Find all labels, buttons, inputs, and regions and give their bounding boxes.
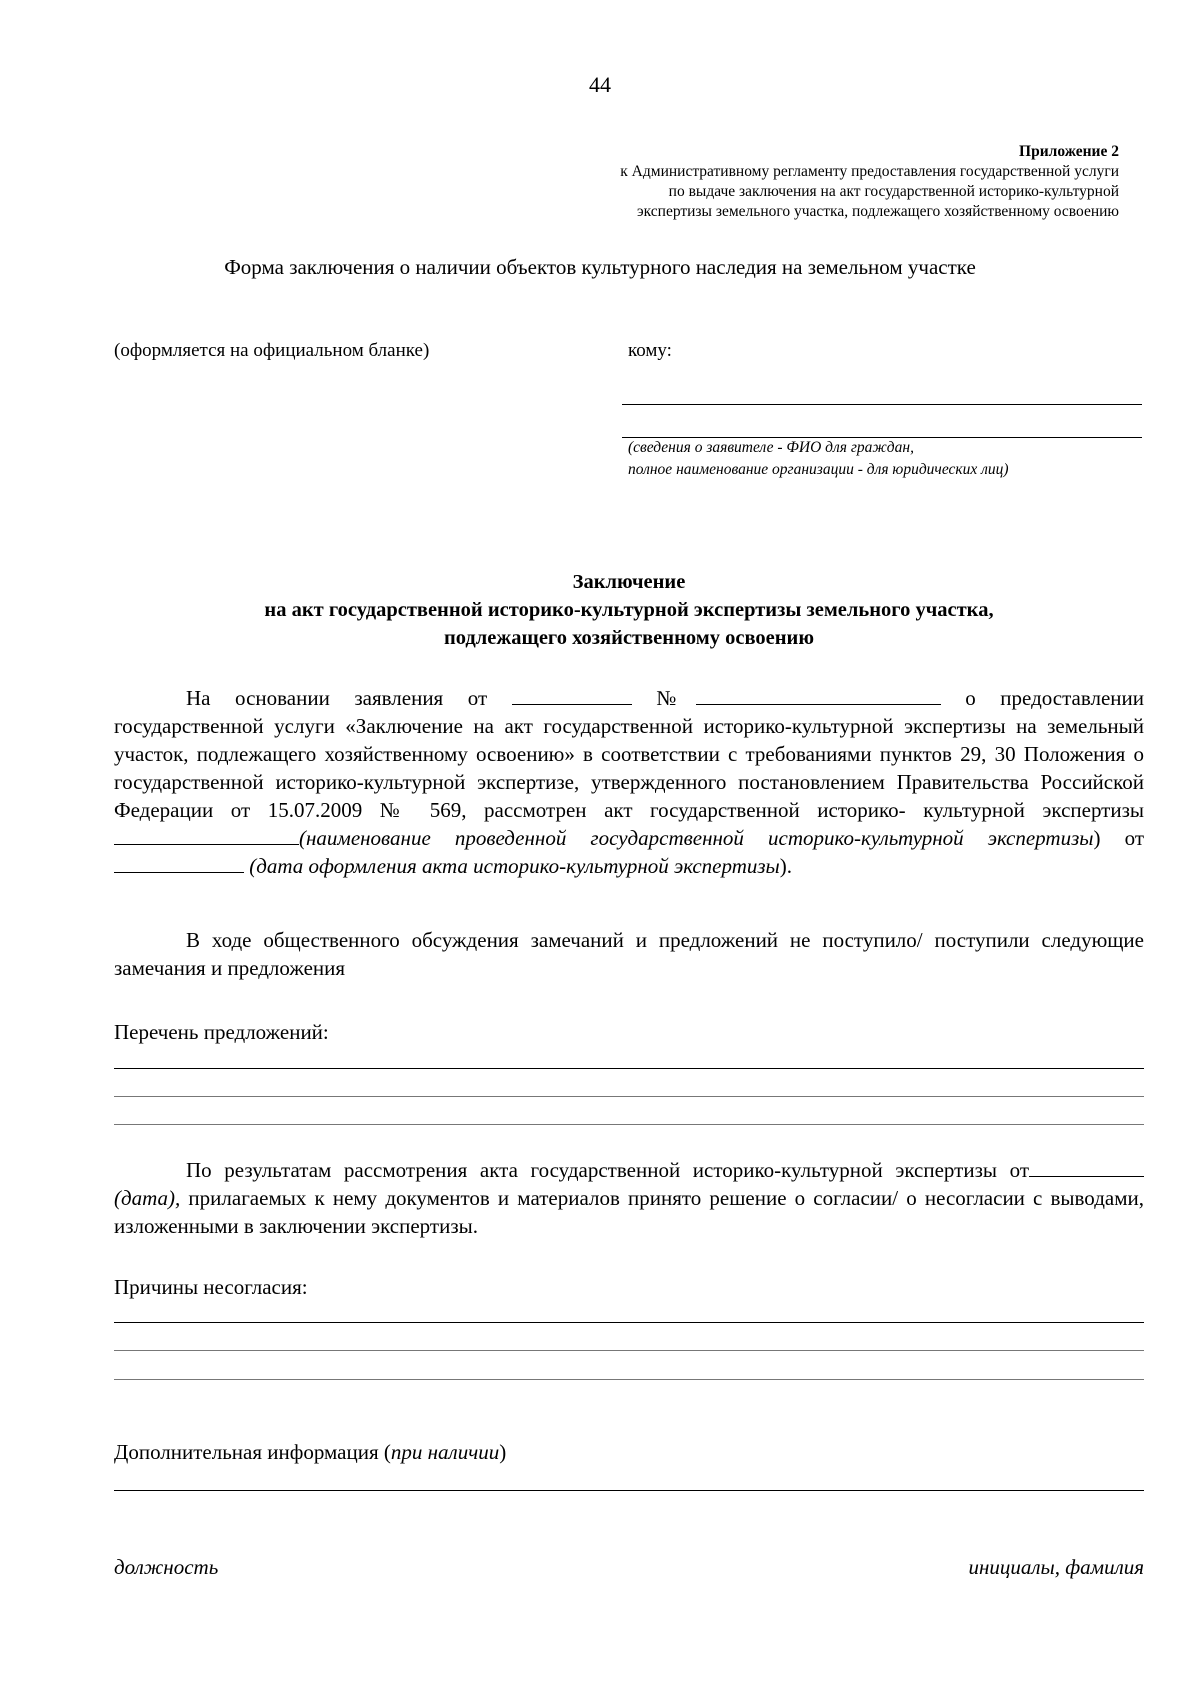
- expertise-name-field[interactable]: [114, 826, 299, 845]
- application-number-field[interactable]: [696, 686, 941, 705]
- appendix-line: к Административному регламенту предоставления государственной услуги: [620, 163, 1119, 180]
- reasons-label: Причины несогласия:: [114, 1275, 308, 1299]
- form-title: Форма заключения о наличии объектов культурного наследия на земельном участке: [224, 255, 976, 279]
- para-text: В ходе общественного обсуждения замечаний и предложений не поступило/ поступили следующие замечания и предложения: [114, 928, 1144, 980]
- para-text: На основании заявления от: [186, 686, 488, 710]
- results-date-field[interactable]: [1029, 1158, 1144, 1177]
- blank-note: (оформляется на официальном бланке): [114, 340, 430, 361]
- appendix-line: по выдаче заключения на акт государственной историко-культурной: [668, 183, 1119, 200]
- para-text: По результатам рассмотрения акта государственной историко-культурной экспертизы от: [186, 1158, 1029, 1182]
- para-italic: (дата),: [114, 1186, 181, 1210]
- applicant-note: [628, 437, 1009, 481]
- proposals-label: Перечень предложений:: [114, 1020, 329, 1044]
- page-number: 44: [589, 72, 611, 97]
- applicant-note-line: (сведения о заявителе - ФИО для граждан,: [628, 439, 914, 456]
- document-heading: [114, 568, 1144, 652]
- application-date-field[interactable]: [512, 686, 632, 705]
- appendix-title: Приложение 2: [1019, 143, 1119, 160]
- additional-italic: при наличии: [390, 1440, 500, 1464]
- reasons-line[interactable]: [114, 1379, 1144, 1380]
- additional-text: Дополнительная информация (: [114, 1440, 391, 1464]
- applicant-note-line: полное наименование организации - для юридических лиц): [628, 461, 1009, 478]
- signature-position: должность: [114, 1555, 219, 1579]
- para-text: №: [656, 686, 696, 710]
- to-label: кому:: [628, 340, 672, 361]
- proposals-line[interactable]: [114, 1068, 1144, 1069]
- act-date-field[interactable]: [114, 854, 244, 873]
- para-text: прилагаемых к нему документов и материалов принято решение о согласии/ о несогласии с выводами, изложенными в заключении экспертизы.: [114, 1186, 1144, 1238]
- paragraph-discussion: [114, 926, 1144, 982]
- heading-line: на акт государственной историко-культурной экспертизы земельного участка,: [264, 599, 994, 621]
- para-text: о предоставлении государственной услуги «Заключение на акт государственной историко-культурной экспертизы на земельный участок, подлежащего хозяйственному освоению» в соответствии с требованиями пунктов 29, 30 Положения о государственной историко-культурной экспертизе, утвержденного постановлением Правительства Российской Федерации от 15.07.2009 № 569, рассмотрен акт государственной историко- культурной экспертизы: [114, 686, 1145, 822]
- reasons-line[interactable]: [114, 1322, 1144, 1323]
- applicant-line[interactable]: [622, 404, 1142, 405]
- heading-line: Заключение: [572, 571, 686, 593]
- paragraph-results: [114, 1156, 1144, 1240]
- additional-info-line[interactable]: [114, 1490, 1144, 1491]
- additional-text: ): [499, 1440, 507, 1464]
- additional-info-label: [114, 1440, 506, 1465]
- para-italic: (наименование проведенной государственной историко-культурной экспертизы: [299, 826, 1094, 850]
- paragraph-basis: [114, 684, 1144, 880]
- proposals-line[interactable]: [114, 1096, 1144, 1097]
- heading-line: подлежащего хозяйственному освоению: [443, 627, 815, 649]
- para-text: ) от: [1093, 826, 1144, 850]
- para-italic: (дата оформления акта историко-культурной экспертизы: [249, 854, 780, 878]
- appendix-block: [479, 142, 1119, 222]
- reasons-line[interactable]: [114, 1350, 1144, 1351]
- appendix-line: экспертизы земельного участка, подлежащего хозяйственному освоению: [636, 203, 1119, 220]
- signature-name: инициалы, фамилия: [968, 1555, 1144, 1579]
- para-text: ).: [779, 854, 793, 878]
- proposals-line[interactable]: [114, 1124, 1144, 1125]
